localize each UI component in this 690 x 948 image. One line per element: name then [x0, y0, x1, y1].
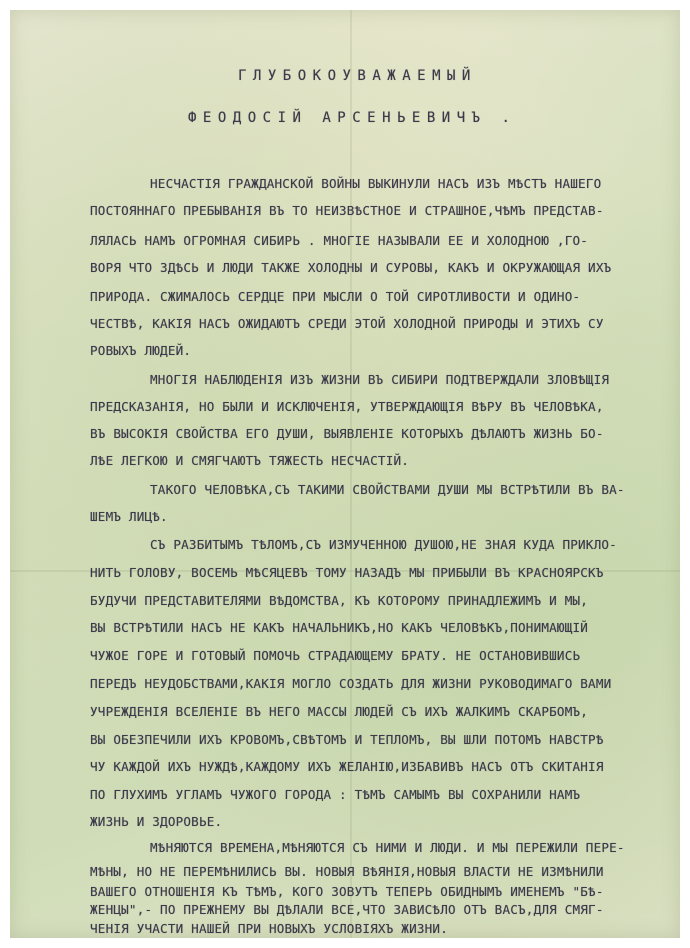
body-line: ПОСТОЯННАГО ПРЕБЫВАНІЯ ВЪ ТО НЕИЗВѢСТНОЕ И СТРАШНОЕ,ЧѢМЪ ПРЕДСТАВ-	[90, 203, 604, 218]
body-line: ЖЕНЦЫ",- ПО ПРЕЖНЕМУ ВЫ ДѢЛАЛИ ВСЕ,ЧТО ЗАВИСѢЛО ОТЪ ВАСЪ,ДЛЯ СМЯГ-	[90, 902, 604, 918]
body-line: ПРЕДСКАЗАНІЯ, НО БЫЛИ И ИСКЛЮЧЕНІЯ, УТВЕРЖДАЮЩІЯ ВѢРУ ВЪ ЧЕЛОВѢКА,	[90, 399, 604, 414]
heading-addressee: ФЕОДОСІЙ АРСЕНЬЕВИЧЪ .	[188, 110, 517, 126]
body-line: ТАКОГО ЧЕЛОВѢКА,СЪ ТАКИМИ СВОЙСТВАМИ ДУШИ МЫ ВСТРѢТИЛИ ВЪ ВА-	[150, 482, 625, 497]
body-line: ВЪ ВЫСОКІЯ СВОЙСТВА ЕГО ДУШИ, ВЫЯВЛЕНІЕ КОТОРЫХЪ ДѢЛАЮТЪ ЖИЗНЬ БО-	[90, 426, 604, 441]
body-line: НИТЬ ГОЛОВУ, ВОСЕМЬ МѢСЯЦЕВЪ ТОМУ НАЗАДЪ МЫ ПРИБЫЛИ ВЪ КРАСНОЯРСКЪ	[90, 565, 604, 580]
body-line: УЧРЕЖДЕНІЯ ВСЕЛЕНІЕ ВЪ НЕГО МАССЫ ЛЮДЕЙ СЪ ИХЪ ЖАЛКИМЪ СКАРБОМЪ,	[90, 704, 589, 719]
body-line: ПЕРЕДЪ НЕУДОБСТВАМИ,КАКІЯ МОГЛО СОЗДАТЬ ДЛЯ ЖИЗНИ РУКОВОДИМАГО ВАМИ	[90, 676, 612, 691]
body-line: ВЫ ВСТРѢТИЛИ НАСЪ НЕ КАКЪ НАЧАЛЬНИКЪ,НО КАКЪ ЧЕЛОВѢКЪ,ПОНИМАЮЩІЙ	[90, 620, 589, 635]
body-line: ЧЕНІЯ УЧАСТИ НАШЕЙ ПРИ НОВЫХЪ УСЛОВІЯХЪ ЖИЗНИ.	[90, 921, 448, 936]
body-line: ПО ГЛУХИМЪ УГЛАМЪ ЧУЖОГО ГОРОДА : ТѢМЪ САМЫМЪ ВЫ СОХРАНИЛИ НАМЪ	[90, 787, 581, 802]
body-line: СЪ РАЗБИТЫМЪ ТѢЛОМЪ,СЪ ИЗМУЧЕННОЮ ДУШОЮ,НЕ ЗНАЯ КУДА ПРИКЛО-	[150, 537, 617, 552]
body-line: ВАШЕГО ОТНОШЕНІЯ КЪ ТѢМЪ, КОГО ЗОВУТЪ ТЕПЕРЬ ОБИДНЫМЪ ИМЕНЕМЪ "БѢ-	[90, 883, 604, 899]
body-line: ЧУЖОЕ ГОРЕ И ГОТОВЫЙ ПОМОЧЬ СТРАДАЮЩЕМУ БРАТУ. НЕ ОСТАНОВИВШИСЬ	[90, 648, 581, 663]
body-line: ЛѢЕ ЛЕГКОЮ И СМЯГЧАЮТЪ ТЯЖЕСТЬ НЕСЧАСТІЙ.	[90, 453, 410, 468]
body-line: ЧУ КАЖДОЙ ИХЪ НУЖДѢ,КАЖДОМУ ИХЪ ЖЕЛАНІЮ,ИЗБАВИВЪ НАСЪ ОТЪ СКИТАНІЯ	[90, 759, 604, 774]
body-line: ЛЯЛАСЬ НАМЪ ОГРОМНАЯ СИБИРЬ . МНОГІЕ НАЗЫВАЛИ ЕЕ И ХОЛОДНОЮ ,ГО-	[90, 233, 589, 248]
body-line: МНОГІЯ НАБЛЮДЕНІЯ ИЗЪ ЖИЗНИ ВЪ СИБИРИ ПОДТВЕРЖДАЛИ ЗЛОВѢЩІЯ	[150, 372, 610, 387]
body-line: НЕСЧАСТІЯ ГРАЖДАНСКОЙ ВОЙНЫ ВЫКИНУЛИ НАСЪ ИЗЪ МѢСТЪ НАШЕГО	[150, 176, 602, 191]
body-line: ЖИЗНЬ И ЗДОРОВЬЕ.	[90, 814, 223, 829]
body-line: ЧЕСТВѢ, КАКІЯ НАСЪ ОЖИДАЮТЪ СРЕДИ ЭТОЙ ХОЛОДНОЙ ПРИРОДЫ И ЭТИХЪ СУ	[90, 316, 604, 331]
body-line: МѢНЫ, НО НЕ ПЕРЕМѢНИЛИСЬ ВЫ. НОВЫЯ ВѢЯНІЯ,НОВЫЯ ВЛАСТИ НЕ ИЗМѢНИЛИ	[90, 864, 604, 880]
body-line: ВОРЯ ЧТО ЗДѢСЬ И ЛЮДИ ТАКЖЕ ХОЛОДНЫ И СУРОВЫ, КАКЪ И ОКРУЖАЮЩАЯ ИХЪ	[90, 260, 612, 275]
heading-salutation: ГЛУБОКОУВАЖАЕМЫЙ	[238, 68, 477, 84]
body-line: ПРИРОДА. СЖИМАЛОСЬ СЕРДЦЕ ПРИ МЫСЛИ О ТОЙ СИРОТЛИВОСТИ И ОДИНО-	[90, 289, 581, 304]
body-line: ШЕМЪ ЛИЦѢ.	[90, 509, 168, 524]
body-line: БУДУЧИ ПРЕДСТАВИТЕЛЯМИ ВѢДОМСТВА, КЪ КОТОРОМУ ПРИНАДЛЕЖИМЪ И МЫ,	[90, 593, 589, 608]
body-line: ВЫ ОБЕЗПЕЧИЛИ ИХЪ КРОВОМЪ,СВѢТОМЪ И ТЕПЛОМЪ, ВЫ ШЛИ ПОТОМЪ НАВСТРѢ	[90, 732, 604, 747]
body-line: РОВЫХЪ ЛЮДЕЙ.	[90, 343, 192, 358]
body-line: МѢНЯЮТСЯ ВРЕМЕНА,МѢНЯЮТСЯ СЪ НИМИ И ЛЮДИ. И МЫ ПЕРЕЖИЛИ ПЕРЕ-	[150, 839, 625, 855]
letter-page	[10, 10, 680, 938]
